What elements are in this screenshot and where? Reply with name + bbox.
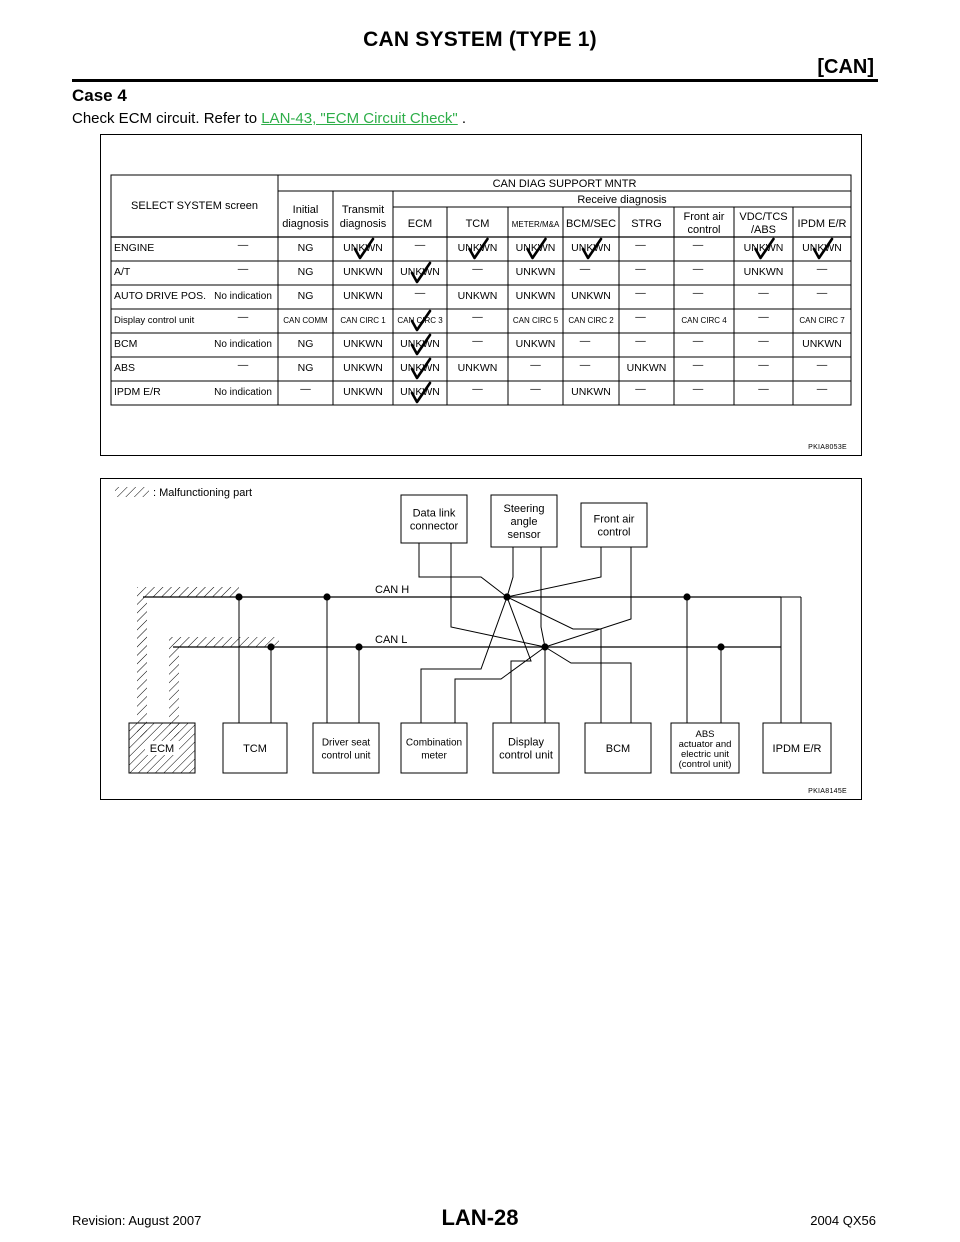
wire — [545, 647, 631, 723]
receive-column-header: Front air — [683, 211, 725, 223]
junction-dot — [267, 643, 274, 650]
unit-label-combination: meter — [421, 750, 447, 762]
value-cell: UNKWN — [400, 338, 440, 350]
dash-cell: — — [758, 383, 769, 395]
ecm-hatch-wire — [147, 587, 239, 597]
value-cell: No indication — [214, 339, 272, 350]
can-l-label: CAN L — [375, 634, 408, 646]
case-heading: Case 4 — [72, 86, 127, 105]
value-cell: CAN CIRC 7 — [799, 316, 845, 325]
dash-cell: — — [472, 263, 483, 275]
value-cell: NG — [297, 290, 314, 302]
value-cell: CAN CIRC 1 — [340, 316, 386, 325]
dash-cell: — — [237, 359, 249, 371]
row-system-name: ENGINE — [114, 242, 155, 254]
section-tag: [CAN] — [817, 56, 874, 78]
unit-label-ipdm: IPDM E/R — [772, 743, 822, 755]
receive-column-header: control — [687, 224, 721, 236]
dash-cell: — — [816, 359, 828, 371]
value-cell: UNKWN — [571, 290, 611, 302]
ecm-hatch-wire — [137, 587, 147, 737]
row-system-name: BCM — [114, 338, 138, 350]
wire — [507, 547, 513, 597]
unit-label-steering: angle — [510, 516, 538, 528]
value-cell: UNKWN — [515, 266, 556, 278]
dash-cell: — — [635, 311, 646, 323]
value-cell: No indication — [214, 387, 272, 398]
value-cell: No indication — [214, 291, 272, 302]
dash-cell: — — [758, 359, 769, 371]
value-cell: NG — [297, 362, 314, 374]
value-cell: CAN CIRC 4 — [681, 316, 727, 325]
value-cell: UNKWN — [743, 266, 784, 278]
value-cell: CAN CIRC 3 — [397, 316, 443, 325]
unit-label-front-air: Front air — [593, 513, 635, 526]
receive-column-header: STRG — [631, 218, 662, 230]
value-cell: UNKWN — [515, 290, 556, 302]
unit-label-steering: Steering — [503, 503, 545, 515]
value-cell: UNKWN — [343, 242, 383, 254]
dash-cell: — — [692, 383, 704, 395]
row-system-name: ABS — [114, 362, 136, 374]
dash-cell: — — [635, 239, 646, 251]
dash-cell: — — [758, 287, 769, 299]
receive-column-header: BCM/SEC — [565, 218, 617, 230]
unit-label-bcm: BCM — [605, 743, 631, 755]
value-cell: UNKWN — [802, 242, 842, 254]
value-cell: UNKWN — [626, 362, 667, 374]
value-cell: UNKWN — [515, 338, 556, 350]
initial-diagnosis-header: Initial — [292, 204, 319, 216]
value-cell: UNKWN — [343, 266, 383, 278]
receive-column-header: /ABS — [750, 224, 777, 236]
value-cell: UNKWN — [515, 242, 556, 254]
unit-label-ecm: ECM — [149, 743, 175, 755]
wire — [507, 597, 601, 723]
unit-label-steering: sensor — [507, 529, 541, 541]
dash-cell: — — [472, 311, 483, 323]
dash-cell: — — [758, 311, 769, 323]
case-text — [72, 110, 466, 127]
dash-cell: — — [758, 335, 769, 347]
dash-cell: — — [692, 263, 704, 275]
figure-code: PKIA8053E — [808, 444, 847, 451]
dash-cell: — — [579, 263, 591, 275]
junction-dot — [717, 643, 724, 650]
footer-revision: Revision: August 2007 — [72, 1213, 202, 1228]
dash-cell: — — [816, 263, 828, 275]
can-wiring-diagram — [101, 479, 861, 799]
page-title: CAN SYSTEM (TYPE 1) — [363, 28, 597, 51]
wire — [455, 647, 545, 723]
value-cell: UNKWN — [457, 290, 498, 302]
value-cell: UNKWN — [400, 266, 440, 278]
corner-header: SELECT SYSTEM screen — [131, 200, 258, 212]
dash-cell: — — [237, 263, 249, 275]
value-cell: UNKWN — [571, 242, 611, 254]
unit-label-abs: (control unit) — [678, 759, 732, 770]
dash-cell: — — [579, 335, 591, 347]
value-cell: NG — [297, 242, 314, 254]
unit-label-display: control unit — [499, 749, 553, 762]
junction-dot — [683, 593, 690, 600]
legend-text: : Malfunctioning part — [153, 487, 253, 499]
junction-dot — [235, 593, 242, 600]
junction-dot — [323, 593, 330, 600]
dash-cell: — — [414, 287, 426, 299]
unit-label-data-link: connector — [409, 520, 459, 533]
value-cell: UNKWN — [343, 290, 383, 302]
row-system-name: A/T — [114, 266, 131, 278]
figure-code: PKIA8145E — [808, 788, 847, 795]
dash-cell: — — [635, 383, 646, 395]
transmit-diagnosis-header: Transmit — [341, 204, 385, 216]
case-text-prefix: Check ECM circuit. Refer to — [72, 110, 262, 127]
unit-label-data-link: Data link — [412, 507, 456, 520]
unit-label-combination: Combination — [405, 737, 463, 749]
value-cell: UNKWN — [457, 242, 498, 254]
footer-page-number: LAN-28 — [441, 1205, 519, 1230]
dash-cell: — — [816, 383, 828, 395]
unit-label-driver-seat: control unit — [321, 750, 371, 762]
unit-label-driver-seat: Driver seat — [321, 737, 371, 749]
row-system-name: IPDM E/R — [114, 386, 161, 398]
case-text-suffix: . — [457, 110, 467, 127]
dash-cell: — — [692, 287, 704, 299]
junction-dot — [355, 643, 362, 650]
value-cell: CAN COMM — [283, 316, 328, 325]
dash-cell: — — [472, 383, 483, 395]
value-cell: UNKWN — [802, 338, 842, 350]
dash-cell: — — [579, 359, 591, 371]
unit-label-tcm: TCM — [243, 743, 267, 755]
receive-column-header: METER/M&A — [511, 220, 560, 229]
ecm-circuit-check-link[interactable]: LAN-43, "ECM Circuit Check" — [261, 110, 458, 127]
ecm-hatch-wire — [169, 637, 179, 737]
receive-column-header: TCM — [465, 218, 490, 230]
unit-label-display: Display — [507, 736, 545, 749]
dash-cell: — — [530, 359, 541, 371]
dash-cell: — — [692, 335, 704, 347]
group-header: CAN DIAG SUPPORT MNTR — [492, 178, 637, 190]
value-cell: UNKWN — [400, 362, 440, 374]
initial-diagnosis-header: diagnosis — [282, 218, 329, 230]
unit-label-abs: electric unit — [680, 749, 730, 760]
value-cell: UNKWN — [571, 386, 611, 398]
dash-cell: — — [635, 263, 646, 275]
row-system-name: Display control unit — [114, 315, 195, 326]
wire — [419, 543, 507, 597]
transmit-diagnosis-header: diagnosis — [339, 218, 387, 230]
value-cell: NG — [297, 338, 314, 350]
can-diag-table — [101, 135, 861, 455]
value-cell: NG — [297, 266, 314, 278]
dash-cell: — — [530, 383, 541, 395]
value-cell: UNKWN — [343, 386, 383, 398]
dash-cell: — — [816, 287, 828, 299]
value-cell: UNKWN — [400, 386, 440, 398]
unit-label-abs: actuator and — [678, 739, 732, 750]
dash-cell: — — [472, 335, 483, 347]
unit-label-abs: ABS — [695, 729, 715, 740]
dash-cell: — — [414, 239, 426, 251]
value-cell: UNKWN — [343, 338, 383, 350]
dash-cell: — — [692, 239, 704, 251]
value-cell: CAN CIRC 5 — [512, 316, 559, 325]
value-cell: UNKWN — [743, 242, 784, 254]
ecm-hatch-wire — [179, 637, 279, 647]
value-cell: UNKWN — [457, 362, 498, 374]
dash-cell: — — [635, 335, 646, 347]
unit-label-front-air: control — [597, 526, 631, 539]
wire — [451, 543, 545, 647]
legend-hatch-swatch — [115, 487, 149, 497]
dash-cell: — — [237, 239, 249, 251]
can-diag-table-figure — [100, 134, 862, 456]
can-wiring-diagram-figure — [100, 478, 862, 800]
dash-cell: — — [300, 383, 311, 395]
receive-column-header: ECM — [407, 218, 433, 230]
dash-cell: — — [635, 287, 646, 299]
receive-column-header: IPDM E/R — [797, 218, 847, 230]
footer-model: 2004 QX56 — [810, 1213, 876, 1228]
row-system-name: AUTO DRIVE POS. — [114, 290, 206, 302]
header-rule — [72, 79, 878, 82]
receive-column-header: VDC/TCS — [739, 211, 788, 223]
wire — [507, 547, 601, 597]
value-cell: CAN CIRC 2 — [568, 316, 614, 325]
wire — [421, 597, 507, 723]
dash-cell: — — [237, 311, 249, 323]
value-cell: UNKWN — [343, 362, 383, 374]
receive-header: Receive diagnosis — [577, 194, 667, 206]
can-h-label: CAN H — [375, 584, 410, 596]
dash-cell: — — [692, 359, 704, 371]
